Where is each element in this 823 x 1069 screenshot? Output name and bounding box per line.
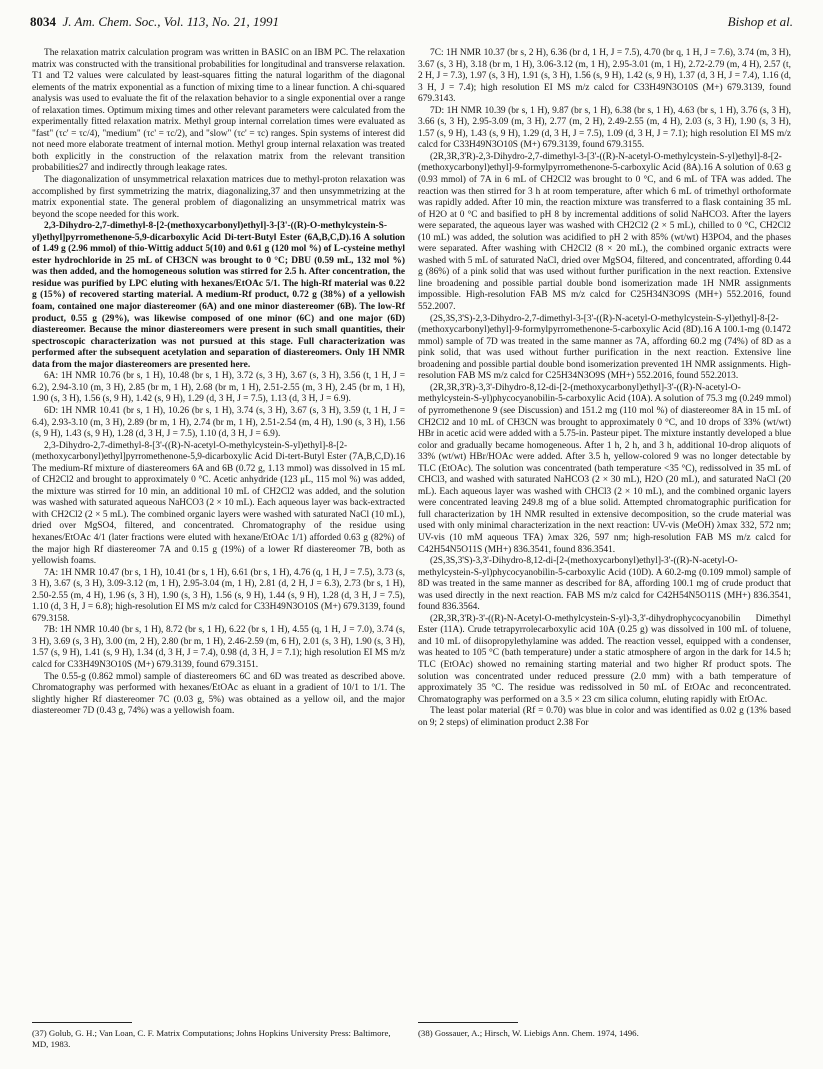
paragraph-7A-nmr: 7A: 1H NMR 10.47 (br s, 1 H), 10.41 (br s, 1 H), 6.61 (br s, 1 H), 4.76 (q, 1 H, J = 7.5), 3.73 (s, 3 H), 3.67 (s, 3 H), 3.09-3.12 (m, 1 H), 2.95-3.04 (m, 1 H), 2.81 (d, 2 H, J = 6.3), 2.73 (br s, 1 H), 2.50-2.55 (m, 4 H), 1.96 (s, 3 H), 1.90 (s, 3 H), 1.56 (s, 9 H), 1.44 (s, 9 H), 1.28 (d, 3 H, J = 7.5), 1.10 (d, 3 H, J = 6.8); high-resolution EI MS m/z calcd for C33H49N3O10S (M+) 679.3139, found 679.3158. bbox=[32, 567, 405, 624]
paragraph-6C-6D-treatment: The 0.55-g (0.862 mmol) sample of diastereomers 6C and 6D was treated as described above. Chromatography was performed with hexanes/EtOAc as eluant in a gradient of 10/1 to 1/1. The slightly higher Rf diastereomer 7C (0.03 g, 5%) was obtained as a yellow oil, and the major diastereomer 7D (0.43 g, 74%) was a yellowish foam. bbox=[32, 671, 405, 717]
footnote-rule-right bbox=[418, 1022, 518, 1023]
paragraph-diagonalization: The diagonalization of unsymmetrical relaxation matrices due to methyl-proton relaxation was accomplished by first symmetrizing the matrix, diagonalizing,37 and then unsymmetrizing at the matrix exponential state. The general problem of diagonalizing an unsymmetrical matrix was beyond the scope needed for this work. bbox=[32, 175, 405, 220]
paragraph-7B-nmr: 7B: 1H NMR 10.40 (br s, 1 H), 8.72 (br s, 1 H), 6.22 (br s, 1 H), 4.55 (q, 1 H, J = 7.0), 3.74 (s, 3 H), 3.69 (s, 3 H), 3.00 (m, 2 H), 2.80 (br m, 1 H), 2.46-2.59 (m, 6 H), 2.01 (s, 3 H), 1.90 (s, 3 H), 1.57 (s, 9 H), 1.41 (s, 9 H), 1.34 (d, 3 H, J = 7.4), 0.98 (d, 3 H, J = 7.1); high resolution EI MS m/z calcd for C33H49N3O10S (M+) 679.3139, found 679.3151. bbox=[32, 625, 405, 670]
paragraph-compound-7: 2,3-Dihydro-2,7-dimethyl-8-[3'-((R)-N-acetyl-O-methylcystein-S-yl)ethyl]-8-[2-(methoxycarbonyl)ethyl]pyrromethenone-5,9-dicarboxylic Acid Di-tert-Butyl Ester (7A,B,C,D).16 The medium-Rf mixture of diastereomers 6A and 6B (0.72 g, 1.13 mmol) was dissolved in 15 mL of CH2Cl2 and brought to approximately 0 °C. Acetic anhydride (123 μL, 115 mol %) was added, the mixture was stirred for 10 min, an additional 10 mL of CH2Cl2 was added, and the solution was washed with saturated aqueous NaHCO3 (2 × 10 mL). Each aqueous layer was back-extracted with CH2Cl2 (2 × 5 mL). The combined organic layers were washed with saturated NaCl (10 mL), dried over MgSO4, filtered, and concentrated. Chromatography of the residue using hexanes/EtOAc 4/1 (later fractions were eluted with hexane/EtOAc 1/1) afforded 0.63 g (82%) of the major high Rf diastereomer 7A and 0.15 g (19%) of a lower Rf diastereomer 7B, both as yellowish foams. bbox=[32, 440, 405, 567]
paragraph-compound-6: 2,3-Dihydro-2,7-dimethyl-8-[2-(methoxycarbonyl)ethyl]-3-[3'-((R)-O-methylcystein-S-yl)ethyl]pyrromethenone-5,9-dicarboxylic Acid Di-tert-Butyl Ester (6A,B,C,D).16 A solution of 1.49 g (2.96 mmol) of thio-Wittig adduct 5(10) and 0.61 g (120 mol %) of L-cysteine methyl ester hydrochloride in 25 mL of CH3CN was brought to 0 °C; DBU (0.59 mL, 132 mol %) was then added, and the homogeneous solution was stirred for 2.5 h. After concentration, the residue was purified by LPC eluting with hexanes/EtOAc 5/1. The high-Rf material was 0.22 g (15%) of recovered starting material. A medium-Rf product, 0.72 g (38%) of a yellowish foam, contained one major diastereomer (6A) and one minor diastereomer (6B). The low-Rf product, 0.55 g (29%), was likewise composed of one minor (6C) and one major (6D) diastereomer. Because the minor diastereomers were present in such small quantities, their spectroscopic characterization was not pursued at this stage. Full characterization was performed after the subsequent acetylation and separation of diastereomers. Only 1H NMR data from the major diastereomers are presented here. bbox=[32, 221, 405, 370]
running-header bbox=[30, 14, 793, 36]
header-authors: Bishop et al. bbox=[727, 14, 793, 29]
journal-citation: J. Am. Chem. Soc., Vol. 113, No. 21, 1991 bbox=[62, 14, 280, 29]
footnote-38: (38) Gossauer, A.; Hirsch, W. Liebigs Ann. Chem. 1974, 1496. bbox=[418, 1028, 639, 1038]
paragraph-compound-10D: (2S,3S,3'S)-3,3'-Dihydro-8,12-di-[2-(methoxycarbonyl)ethyl]-3'-((R)-N-acetyl-O-methylcystein-S-yl)phycocyanobilin-5-carboxylic Acid (10D). A 60.2-mg (0.109 mmol) sample of 8D was treated in the same manner as described for 8A, affording 100.1 mg of crude product that was used directly in the next reaction. FAB MS m/z calcd for C42H54N5O11S (MH+) 836.3541, found 836.3564. bbox=[418, 556, 791, 613]
header-left bbox=[30, 14, 279, 30]
paragraph-7C-nmr: 7C: 1H NMR 10.37 (br s, 2 H), 6.36 (br d, 1 H, J = 7.5), 4.70 (br q, 1 H, J = 7.6), 3.74 (m, 3 H), 3.67 (s, 3 H), 3.18 (br m, 1 H), 3.06-3.12 (m, 1 H), 2.95-3.01 (m, 1 H), 2.72-2.79 (m, 4 H), 2.57 (t, 2 H, J = 7.3), 1.97 (s, 3 H), 1.91 (s, 3 H), 1.56 (s, 9 H), 1.42 (s, 9 H), 1.37 (d, 3 H, J = 7.4), 1.16 (d, 3 H, J = 7.4); high resolution EI MS m/z calcd for C33H49N3O10S (M+) 679.3139, found 679.3143. bbox=[418, 48, 791, 105]
paragraph-compound-8D: (2S,3S,3'S)-2,3-Dihydro-2,7-dimethyl-3-[3'-((R)-N-acetyl-O-methylcystein-S-yl)ethyl]-8-[2-(methoxycarbonyl)ethyl]-9-formylpyrromethenone-5-carboxylic Acid (8D).16 A 100.1-mg (0.1472 mmol) sample of 7D was treated in the same manner as 7A, affording 60.2 mg (74%) of 8D as a pink solid, that was used without further purification in the next reaction. Extensive line broadening and possible partial double bond isomerization prevented 1H NMR assignments. High-resolution FAB MS m/z calcd for C25H34N3O9S (MH+) 552.2016, found 552.2013. bbox=[418, 313, 791, 382]
footnote-rule-left bbox=[32, 1022, 132, 1023]
left-column bbox=[32, 48, 405, 718]
paragraph-6A-nmr: 6A: 1H NMR 10.76 (br s, 1 H), 10.48 (br s, 1 H), 3.72 (s, 3 H), 3.67 (s, 3 H), 3.56 (t, 1 H, J = 6.2), 2.94-3.10 (m, 3 H), 2.85 (br m, 1 H), 2.68 (br m, 1 H), 2.51-2.55 (m, 3 H), 2.45 (br m, 1 H), 1.90 (s, 3 H), 1.56 (s, 9 H), 1.42 (s, 9 H), 1.29 (d, 3 H, J = 7.5), 1.13 (d, 3 H, J = 6.9). bbox=[32, 371, 405, 405]
paragraph-program: The relaxation matrix calculation program was written in BASIC on an IBM PC. The relaxation matrix was constructed with the transitional probabilities for longitudinal and transverse relaxation. T1 and T2 values were calculated by least-squares fitting the natural logarithm of the diagonal elements of the matrix exponential as a function of mixing time to a linear function. A chi-squared analysis was used to evaluate the fit of the relaxation behavior to a single exponential over a range of relaxation times. Optimum mixing times and other relevant parameters were calculated from the experimentally fitted relaxation matrix. Methyl group internal correlation times were evaluated as "fast" (τc' = τc/4), "medium" (τc' = τc/2), and "slow" (τc' = τc) ranges. Spin systems of interest did not need more elaborate treatment of internal motion. Methyl group internal relaxation was treated both explicitly in the construction of the relaxation matrix from the relevant transition probabilities27 and indirectly through leakage rates. bbox=[32, 48, 405, 174]
paragraph-least-polar: The least polar material (Rf = 0.70) was blue in color and was identified as 0.02 g (13% based on 9; 2 steps) of elimination product 2.38 For bbox=[418, 706, 791, 728]
footnote-37: (37) Golub, G. H.; Van Loan, C. F. Matrix Computations; Johns Hopkins University Press: Baltimore, MD, 1983. bbox=[32, 1028, 391, 1049]
page-number: 8034 bbox=[30, 14, 56, 29]
right-column bbox=[418, 48, 791, 729]
paragraph-compound-10A: (2R,3R,3'R)-3,3'-Dihydro-8,12-di-[2-(methoxycarbonyl)ethyl]-3'-((R)-N-acetyl-O-methylcystein-S-yl)phycocyanobilin-5-carboxylic Acid (10A). A solution of 75.3 mg (0.249 mmol) of pyrromethenone 9 (see Discussion) and 151.2 mg (110 mol %) of diastereomer 8A in 15 mL of CH2Cl2 and 10 mL of CH3CN was brought to approximately 0 °C, and 10 drops of 33% (wt/wt) HBr in acetic acid were added with a 5.75-in. Pasteur pipet. The mixture instantly developed a blue color and gradually became homogeneous. After 1 h, 2 h, and 3 h, additional 10-drop aliquots of 33% (wt/wt) HBr/HOAc were added. After 3.5 h, yellow-colored 9 was no longer detectable by TLC (EtOAc). The solution was concentrated (bath temperature <35 °C), redissolved in 35 mL of CHCl3, and washed with saturated NaHCO3 (2 × 30 mL), H2O (20 mL), and saturated NaCl (20 mL). Each aqueous layer was washed with CHCl3 (2 × 10 mL), and the combined organic layers were concentrated leaving 249.8 mg of a blue solid. Attempted chromatographic purification for full characterization by 1H NMR resulted in extensive decomposition, so the crude material was used with only minimal characterization in the next reaction: UV-vis (MeOH) λmax 332, 572 nm; UV-vis (10 mM aqueous TFA) λmax 326, 597 nm; high-resolution FAB MS m/z calcd for C42H54N5O11S (MH+) 836.3541, found 836.3541. bbox=[418, 382, 791, 555]
paragraph-7D-nmr: 7D: 1H NMR 10.39 (br s, 1 H), 9.87 (br s, 1 H), 6.38 (br s, 1 H), 4.63 (br s, 1 H), 3.76 (s, 3 H), 3.66 (s, 3 H), 2.95-3.09 (m, 3 H), 2.77 (m, 2 H), 2.49-2.55 (m, 4 H), 2.03 (s, 3 H), 1.90 (s, 3 H), 1.57 (s, 9 H), 1.43 (s, 9 H), 1.29 (d, 3 H, J = 7.5), 1.09 (d, 3 H, J = 7.1); high resolution EI MS m/z calcd for C33H49N3O10S (M+) 679.3139, found 679.3155. bbox=[418, 105, 791, 151]
paragraph-compound-11A: (2R,3R,3'R)-3'-((R)-N-Acetyl-O-methylcystein-S-yl)-3,3'-dihydrophycocyanobilin Dimethyl Ester (11A). Crude tetrapyrrolecarboxylic acid 10A (0.25 g) was dissolved in 100 mL of toluene, and 10 mL of diisopropylethylamine was added. The reaction vessel, equipped with a condenser, was heated to 105 °C (bath temperature) under a static atmosphere of argon in the dark for 14.5 h; TLC (EtOAc) showed no remaining starting material and two higher Rf product spots. The solution was concentrated under reduced pressure (2.0 mm) with a bath temperature of approximately 35 °C. The residue was redissolved in 50 mL of EtOAc and reconcentrated. Chromatography was performed on a 3.5 × 23 cm silica column, eluting rapidly with EtOAc. bbox=[418, 613, 791, 705]
paragraph-compound-8A: (2R,3R,3'R)-2,3-Dihydro-2,7-dimethyl-3-[3'-((R)-N-acetyl-O-methylcystein-S-yl)ethyl]-8-[2-(methoxycarbonyl)ethyl]-9-formylpyrromethenone-5-carboxylic Acid (8A).16 A solution of 0.63 g (0.93 mmol) of 7A in 6 mL of CH2Cl2 was brought to 0 °C, and 6 mL of TFA was added. The reaction was then stirred for 3 h at room temperature, after which 6 mL of trimethyl orthoformate was rapidly added. After 10 min, the reaction mixture was transferred to a flask containing 35 mL of H2O at 0 °C and basified to pH 8 by incremental additions of solid NaHCO3. After the layers were separated, the aqueous layer was washed with CH2Cl2 (2 × 5 mL), chilled to 0 °C, CH2Cl2 (10 mL) was added, the solution was acidified to pH 2 with 85% (wt/wt) H3PO4, and the phases were separated. After washing with CH2Cl2 (8 × 20 mL), the combined organic extracts were washed with 5 mL of saturated NaCl, dried over MgSO4, filtered, and concentrated, affording 0.44 g (86%) of a pink solid that was used without further purification in the next reaction. Extensive line broadening and possible partial double bond isomerization made 1H NMR assignments impossible. High-resolution FAB MS m/z calcd for C25H34N3O9S (MH+) 552.2016, found 552.2007. bbox=[418, 151, 791, 313]
paragraph-6D-nmr: 6D: 1H NMR 10.41 (br s, 1 H), 10.26 (br s, 1 H), 3.74 (s, 3 H), 3.67 (s, 3 H), 3.59 (t, 1 H, J = 6.4), 2.93-3.10 (m, 3 H), 2.89 (br m, 1 H), 2.74 (br m, 1 H), 2.51-2.54 (m, 4 H), 1.90 (s, 3 H), 1.56 (s, 9 H), 1.43 (s, 9 H), 1.28 (d, 3 H, J = 7.5), 1.10 (d, 3 H, J = 6.9). bbox=[32, 405, 405, 440]
